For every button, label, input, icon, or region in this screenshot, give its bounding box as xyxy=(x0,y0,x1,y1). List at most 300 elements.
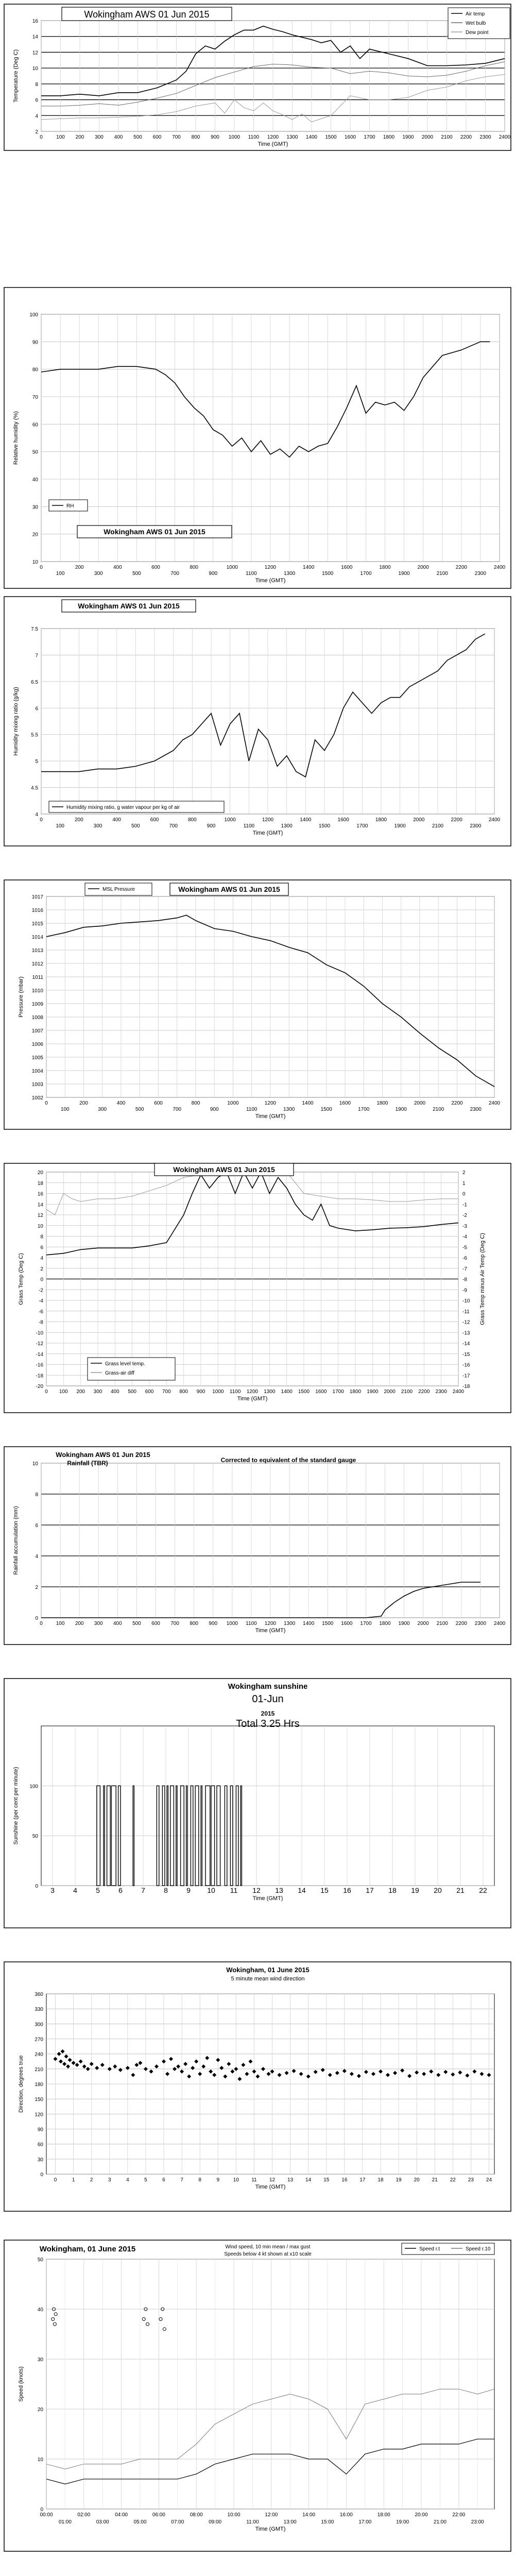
y-tick-label: 6 xyxy=(35,1523,38,1529)
x-axis-label: Time (GMT) xyxy=(255,578,286,584)
chart-note: Speeds below 4 kt shown at x10 scale xyxy=(224,2251,312,2257)
x-tick-label: 4 xyxy=(73,1886,77,1894)
y-tick-label: 4 xyxy=(40,1256,43,1261)
x-tick-label: 8 xyxy=(198,2177,201,2183)
x-tick-label: 3 xyxy=(108,2177,111,2183)
x-tick-label-top: 00:00 xyxy=(40,2512,53,2518)
y-tick-label: 0 xyxy=(40,2507,43,2513)
x-tick-label: 1700 xyxy=(360,571,372,577)
x-tick-label-bottom: 11:00 xyxy=(246,2519,259,2525)
x-tick-label: 1200 xyxy=(267,134,279,140)
x-tick-label: 200 xyxy=(75,134,84,140)
y-axis-label: Relative humidity (%) xyxy=(13,411,19,465)
x-tick-label: 0 xyxy=(45,1100,48,1106)
x-tick-label: 1100 xyxy=(246,1107,258,1112)
x-tick-label: 2100 xyxy=(401,1389,413,1395)
x-tick-label: 400 xyxy=(112,817,122,823)
x-tick-label: 20 xyxy=(414,2177,420,2183)
x-axis-label: Time (GMT) xyxy=(252,830,283,836)
x-tick-label: 1100 xyxy=(248,134,260,140)
x-tick-label: 900 xyxy=(210,1107,219,1112)
y-tick-label: 7.5 xyxy=(31,626,38,632)
y-tick-label: 20 xyxy=(37,1170,43,1176)
x-tick-label: 2200 xyxy=(455,565,467,570)
chart-title: Wokingham AWS 01 Jun 2015 xyxy=(78,602,180,610)
x-tick-label-top: 06:00 xyxy=(152,2512,165,2518)
y-tick-label: 1013 xyxy=(31,948,43,954)
x-tick-label: 600 xyxy=(145,1389,154,1395)
x-tick-label: 700 xyxy=(162,1389,171,1395)
y-tick-label: 8 xyxy=(40,1234,43,1240)
x-tick-label: 19 xyxy=(396,2177,402,2183)
x-tick-label: 2000 xyxy=(421,134,434,140)
y-tick-label: 7 xyxy=(35,653,38,659)
x-tick-label: 1300 xyxy=(281,823,293,829)
x-tick-label: 1600 xyxy=(344,134,356,140)
x-tick-label: 5 xyxy=(144,2177,147,2183)
x-tick-label: 1400 xyxy=(303,1621,315,1626)
x-tick-label: 300 xyxy=(98,1107,107,1112)
x-tick-label-bottom: 13:00 xyxy=(283,2519,297,2525)
x-tick-label: 1600 xyxy=(337,817,349,823)
x-tick-label: 1600 xyxy=(341,1621,353,1626)
x-tick-label: 600 xyxy=(151,565,160,570)
x-tick-label: 1400 xyxy=(281,1389,293,1395)
x-tick-label: 14 xyxy=(298,1886,306,1894)
x-tick-label: 2100 xyxy=(441,134,453,140)
x-tick-label: 100 xyxy=(56,134,65,140)
x-tick-label: 1600 xyxy=(315,1389,327,1395)
chart-title: Wokingham AWS 01 Jun 2015 xyxy=(173,1165,275,1174)
y-tick-label: 1012 xyxy=(31,961,43,967)
x-tick-label: 1700 xyxy=(356,823,368,829)
x-tick-label-bottom: 03:00 xyxy=(96,2519,109,2525)
x-tick-label-top: 04:00 xyxy=(115,2512,128,2518)
y-axis-label: Speed (knots) xyxy=(18,2366,24,2402)
x-tick-label: 1200 xyxy=(264,565,277,570)
x-tick-label: 21 xyxy=(456,1886,465,1894)
x-tick-label: 400 xyxy=(116,1100,126,1106)
y-tick-label: 1008 xyxy=(31,1015,43,1021)
y-tick-label: 150 xyxy=(35,2097,43,2103)
x-tick-label: 400 xyxy=(113,1621,122,1626)
x-tick-label: 1300 xyxy=(283,1107,295,1112)
y-axis-label: Grass Temp (Deg C) xyxy=(18,1253,24,1305)
x-tick-label: 1500 xyxy=(320,1107,332,1112)
y-tick-label: 1010 xyxy=(31,988,43,994)
x-tick-label: 24 xyxy=(486,2177,492,2183)
plot-area xyxy=(46,2259,494,2509)
x-tick-label: 1000 xyxy=(226,565,238,570)
x-tick-label-top: 16:00 xyxy=(339,2512,353,2518)
x-tick-label: 100 xyxy=(60,1107,70,1112)
y-tick-label: 6 xyxy=(40,1245,43,1251)
y-tick-label: 1005 xyxy=(31,1055,43,1061)
x-tick-label: 1500 xyxy=(298,1389,310,1395)
y-tick-label: 10 xyxy=(32,560,38,565)
x-tick-label: 1000 xyxy=(227,1100,239,1106)
y-tick-label: 12 xyxy=(32,50,38,56)
y-tick-label: 1002 xyxy=(31,1095,43,1101)
x-tick-label: 16 xyxy=(343,1886,351,1894)
x-tick-label: 700 xyxy=(169,823,178,829)
x-tick-label: 5 xyxy=(96,1886,100,1894)
y-tick-label: 2 xyxy=(35,1585,38,1590)
y2-tick-label: -8 xyxy=(462,1277,467,1283)
x-tick-label: 600 xyxy=(151,1621,160,1626)
x-tick-label: 2100 xyxy=(433,1107,444,1112)
legend-label: Air temp xyxy=(466,11,485,17)
y-axis-label: Direction, degrees true xyxy=(18,2055,24,2113)
x-tick-label: 22 xyxy=(450,2177,456,2183)
x-tick-label: 2300 xyxy=(474,1621,487,1626)
x-tick-label: 2100 xyxy=(436,1621,448,1626)
x-tick-label-bottom: 23:00 xyxy=(471,2519,484,2525)
x-axis-label: Time (GMT) xyxy=(255,2526,286,2532)
legend-label: Wet bulb xyxy=(466,21,486,26)
x-tick-label: 1200 xyxy=(262,817,274,823)
x-tick-label: 1400 xyxy=(300,817,312,823)
x-tick-label: 9 xyxy=(186,1886,191,1894)
legend-label: Grass level temp. xyxy=(105,1361,145,1367)
x-tick-label: 2200 xyxy=(418,1389,430,1395)
chart-panel-wind-speed xyxy=(0,2236,515,2555)
chart-panel-relative-humidity xyxy=(0,283,515,592)
x-tick-label: 1000 xyxy=(212,1389,224,1395)
x-tick-label: 1800 xyxy=(379,1621,391,1626)
y2-tick-label: -9 xyxy=(462,1287,467,1294)
x-tick-label: 1800 xyxy=(379,565,391,570)
x-tick-label: 2 xyxy=(90,2177,93,2183)
x-tick-label: 6 xyxy=(118,1886,123,1894)
x-tick-label: 2300 xyxy=(479,134,491,140)
chart-panel-rainfall xyxy=(0,1443,515,1649)
x-tick-label: 1900 xyxy=(367,1389,379,1395)
x-tick-label: 6 xyxy=(162,2177,165,2183)
x-tick-label: 600 xyxy=(154,1100,163,1106)
wind-speed-chart xyxy=(0,2236,515,2555)
x-tick-label: 13 xyxy=(275,1886,283,1894)
x-tick-label-top: 12:00 xyxy=(265,2512,278,2518)
y-tick-label: 30 xyxy=(32,504,38,511)
x-tick-label: 0 xyxy=(40,817,43,823)
x-tick-label-top: 22:00 xyxy=(452,2512,466,2518)
y-tick-label: 4 xyxy=(35,113,38,120)
x-tick-label: 18 xyxy=(377,2177,384,2183)
y2-tick-label: -13 xyxy=(462,1330,470,1336)
y-tick-label: 6 xyxy=(35,706,38,712)
y-axis-label: Temperature (Deg C) xyxy=(13,49,19,103)
y-tick-label: 5.5 xyxy=(31,732,38,738)
y2-tick-label: -11 xyxy=(462,1309,470,1315)
x-tick-label: 200 xyxy=(75,565,84,570)
y2-tick-label: -7 xyxy=(462,1266,467,1272)
x-tick-label: 2400 xyxy=(493,1621,506,1626)
y-axis-label: Humidity mixing ratio (g/kg) xyxy=(13,687,19,756)
x-tick-label: 1100 xyxy=(246,1621,257,1626)
y2-tick-label: -10 xyxy=(462,1298,470,1304)
x-tick-label: 800 xyxy=(190,1621,199,1626)
y-tick-label: -10 xyxy=(36,1330,43,1336)
x-tick-label: 500 xyxy=(132,571,141,577)
chart-title: Wokingham, 01 June 2015 xyxy=(39,2245,136,2253)
x-tick-label: 300 xyxy=(94,571,103,577)
x-tick-label: 1000 xyxy=(224,817,236,823)
x-tick-label: 400 xyxy=(114,134,123,140)
x-tick-label: 200 xyxy=(76,1389,85,1395)
y2-tick-label: -12 xyxy=(462,1319,470,1326)
x-tick-label-top: 02:00 xyxy=(77,2512,91,2518)
y-tick-label: 1009 xyxy=(31,1002,43,1007)
x-tick-label: 100 xyxy=(56,1621,65,1626)
x-tick-label: 1900 xyxy=(402,134,414,140)
x-tick-label: 2300 xyxy=(470,1107,482,1112)
x-tick-label: 21 xyxy=(432,2177,438,2183)
chart-panel-mixing-ratio xyxy=(0,592,515,850)
x-tick-label: 1700 xyxy=(360,1621,372,1626)
chart-subtitle: 5 minute mean wind direction xyxy=(231,1976,305,1982)
y2-tick-label: -2 xyxy=(462,1213,467,1218)
x-tick-label: 19 xyxy=(411,1886,419,1894)
y2-tick-label: -16 xyxy=(462,1362,470,1368)
x-tick-label-bottom: 07:00 xyxy=(171,2519,184,2525)
y-tick-label: 10 xyxy=(32,66,38,72)
y2-tick-label: -5 xyxy=(462,1245,467,1251)
plot-area xyxy=(41,1726,494,1886)
x-tick-label: 900 xyxy=(209,571,218,577)
x-tick-label-bottom: 19:00 xyxy=(396,2519,409,2525)
x-tick-label: 13 xyxy=(287,2177,294,2183)
relative-humidity-chart xyxy=(0,283,515,592)
x-tick-label: 11 xyxy=(230,1886,238,1894)
legend-label: Grass-air diff xyxy=(105,1370,135,1376)
y2-tick-label: -17 xyxy=(462,1373,470,1379)
y2-tick-label: -18 xyxy=(462,1384,470,1389)
y-tick-label: 20 xyxy=(37,2407,43,2413)
x-tick-label: 1000 xyxy=(228,134,241,140)
x-tick-label: 2200 xyxy=(460,134,472,140)
x-tick-label: 1500 xyxy=(318,823,331,829)
x-tick-label: 2400 xyxy=(488,817,501,823)
y2-tick-label: -1 xyxy=(462,1202,467,1208)
x-tick-label: 18 xyxy=(388,1886,397,1894)
x-tick-label: 1200 xyxy=(264,1621,277,1626)
x-tick-label: 2000 xyxy=(414,1100,426,1106)
x-axis-label: Time (GMT) xyxy=(252,1895,283,1902)
chart-title: Wokingham, 01 June 2015 xyxy=(226,1966,310,1974)
y-tick-label: -12 xyxy=(36,1341,43,1347)
x-tick-label: 1600 xyxy=(339,1100,351,1106)
x-tick-label: 900 xyxy=(207,823,216,829)
y-tick-label: -14 xyxy=(36,1351,43,1358)
legend-label: Dew point xyxy=(466,30,489,36)
y-tick-label: 2 xyxy=(40,1266,43,1272)
x-tick-label: 800 xyxy=(179,1389,188,1395)
x-tick-label: 200 xyxy=(79,1100,88,1106)
x-tick-label: 400 xyxy=(113,565,122,570)
x-tick-label: 500 xyxy=(131,823,140,829)
y2-tick-label: 0 xyxy=(462,1191,466,1197)
x-tick-label: 1200 xyxy=(264,1100,277,1106)
x-tick-label: 500 xyxy=(128,1389,137,1395)
y-tick-label: 2 xyxy=(35,129,38,135)
x-tick-label: 15 xyxy=(320,1886,329,1894)
y-tick-label: 330 xyxy=(35,2007,43,2013)
x-axis-label: Time (GMT) xyxy=(255,1628,286,1634)
x-tick-label: 700 xyxy=(172,134,181,140)
y2-axis-label: Grass Temp minus Air Temp (Deg C) xyxy=(479,1233,486,1325)
y-tick-label: -4 xyxy=(39,1298,43,1304)
y-tick-label: 300 xyxy=(35,2022,43,2028)
x-tick-label: 2400 xyxy=(499,134,511,140)
x-tick-label-bottom: 15:00 xyxy=(321,2519,334,2525)
x-tick-label: 0 xyxy=(40,134,43,140)
y-tick-label: 18 xyxy=(37,1180,43,1187)
y-tick-label: -6 xyxy=(39,1309,43,1315)
y-tick-label: 10 xyxy=(32,1461,38,1467)
y-tick-label: 210 xyxy=(35,2066,43,2073)
x-tick-label: 1300 xyxy=(283,1621,296,1626)
x-tick-label: 15 xyxy=(323,2177,330,2183)
x-tick-label: 2300 xyxy=(470,823,482,829)
x-tick-label: 1400 xyxy=(302,1100,314,1106)
y-tick-label: 14 xyxy=(37,1202,43,1208)
x-tick-label: 300 xyxy=(93,823,102,829)
x-tick-label: 10 xyxy=(207,1886,215,1894)
y2-tick-label: 2 xyxy=(462,1170,466,1176)
x-tick-label: 300 xyxy=(95,134,104,140)
x-axis-label: Time (GMT) xyxy=(237,1396,268,1402)
legend-label: RH xyxy=(66,503,74,509)
x-tick-label: 200 xyxy=(75,1621,84,1626)
x-tick-label: 100 xyxy=(59,1389,68,1395)
y2-tick-label: -15 xyxy=(462,1351,470,1358)
y-tick-label: 1014 xyxy=(31,935,43,940)
chart-date: 01-Jun xyxy=(252,1693,284,1705)
x-tick-label: 1 xyxy=(72,2177,75,2183)
x-tick-label: 900 xyxy=(209,1621,218,1626)
x-tick-label: 14 xyxy=(305,2177,312,2183)
x-tick-label: 0 xyxy=(40,565,43,570)
y-tick-label: 0 xyxy=(35,1616,38,1621)
x-tick-label: 800 xyxy=(190,565,199,570)
y2-tick-label: -3 xyxy=(462,1223,467,1229)
y-tick-label: -8 xyxy=(39,1319,43,1326)
y-tick-label: 6 xyxy=(35,97,38,104)
y-tick-label: 50 xyxy=(32,1834,38,1840)
chart-subtitle: Rainfall (TBR) xyxy=(67,1460,108,1467)
y-tick-label: 240 xyxy=(35,2052,43,2058)
x-tick-label: 2400 xyxy=(493,565,506,570)
x-tick-label: 2000 xyxy=(384,1389,396,1395)
y-tick-label: 12 xyxy=(37,1213,43,1218)
sunshine-chart xyxy=(0,1674,515,1932)
chart-title: Wokingham AWS 01 Jun 2015 xyxy=(104,528,205,536)
y-tick-label: -20 xyxy=(36,1384,43,1389)
x-tick-label: 22 xyxy=(479,1886,487,1894)
x-tick-label: 0 xyxy=(54,2177,57,2183)
x-tick-label: 400 xyxy=(110,1389,119,1395)
x-tick-label: 9 xyxy=(216,2177,220,2183)
chart-subtitle: Wind speed, 10 min mean / max gust xyxy=(225,2244,311,2250)
y-tick-label: 4.5 xyxy=(31,785,38,791)
x-tick-label-bottom: 09:00 xyxy=(209,2519,222,2525)
x-tick-label: 17 xyxy=(359,2177,366,2183)
x-tick-label-top: 14:00 xyxy=(302,2512,316,2518)
x-tick-label: 2300 xyxy=(474,571,487,577)
chart-panel-pressure xyxy=(0,876,515,1133)
x-tick-label: 1900 xyxy=(398,1621,410,1626)
y-tick-label: 6.5 xyxy=(31,679,38,685)
x-tick-label: 2000 xyxy=(413,817,425,823)
y-tick-label: 1004 xyxy=(31,1069,43,1074)
x-tick-label: 1300 xyxy=(264,1389,276,1395)
y-axis-label: Sunshine (per cent per minute) xyxy=(13,1767,19,1845)
x-tick-label: 500 xyxy=(135,1107,144,1112)
x-tick-label: 1300 xyxy=(283,571,296,577)
x-tick-label: 7 xyxy=(180,2177,183,2183)
y-tick-label: -2 xyxy=(39,1287,43,1294)
x-tick-label: 2000 xyxy=(417,565,429,570)
x-tick-label: 2400 xyxy=(452,1389,465,1395)
rainfall-chart xyxy=(0,1443,515,1649)
chart-title: Wokingham AWS 01 Jun 2015 xyxy=(84,9,210,20)
x-tick-label: 1100 xyxy=(243,823,255,829)
chart-total: Total 3.25 Hrs xyxy=(236,1718,300,1730)
x-tick-label: 700 xyxy=(170,571,179,577)
y-tick-label: -18 xyxy=(36,1373,43,1379)
y-tick-label: 120 xyxy=(35,2112,43,2118)
x-tick-label: 2100 xyxy=(432,823,444,829)
x-tick-label: 1000 xyxy=(226,1621,238,1626)
x-tick-label: 800 xyxy=(191,1100,200,1106)
x-tick-label: 1500 xyxy=(322,571,334,577)
x-tick-label: 16 xyxy=(341,2177,348,2183)
x-tick-label: 12 xyxy=(269,2177,276,2183)
x-tick-label: 500 xyxy=(132,1621,141,1626)
chart-panel-grass-temperature xyxy=(0,1159,515,1417)
x-tick-label: 1100 xyxy=(246,571,257,577)
y-tick-label: 8 xyxy=(35,1492,38,1498)
y-tick-label: 80 xyxy=(32,367,38,373)
wind-direction-chart xyxy=(0,1958,515,2215)
x-tick-label: 100 xyxy=(56,571,65,577)
y-tick-label: 4 xyxy=(35,812,38,818)
legend-label: Speed r.t xyxy=(419,2246,440,2252)
x-tick-label: 500 xyxy=(133,134,142,140)
x-tick-label: 700 xyxy=(170,1621,179,1626)
y-tick-label: 14 xyxy=(32,34,38,40)
x-tick-label: 2000 xyxy=(417,1621,429,1626)
x-tick-label: 10 xyxy=(233,2177,239,2183)
y-tick-label: 30 xyxy=(37,2357,43,2363)
chart-panel-temperature xyxy=(0,0,515,155)
y-tick-label: 60 xyxy=(32,422,38,428)
y-tick-label: 360 xyxy=(35,1992,43,1997)
y-tick-label: 1011 xyxy=(32,975,43,980)
y-tick-label: 90 xyxy=(37,2127,43,2133)
y-tick-label: 0 xyxy=(35,1884,38,1889)
legend-label: MSL Pressure xyxy=(102,887,135,892)
x-axis-label: Time (GMT) xyxy=(255,2184,286,2190)
y-tick-label: -16 xyxy=(36,1362,43,1368)
y-tick-label: 0 xyxy=(40,1277,43,1283)
x-tick-label: 12 xyxy=(252,1886,261,1894)
x-tick-label: 300 xyxy=(93,1389,102,1395)
y-tick-label: 1015 xyxy=(31,921,43,927)
x-tick-label: 20 xyxy=(434,1886,442,1894)
y-tick-label: 4 xyxy=(35,1554,38,1560)
